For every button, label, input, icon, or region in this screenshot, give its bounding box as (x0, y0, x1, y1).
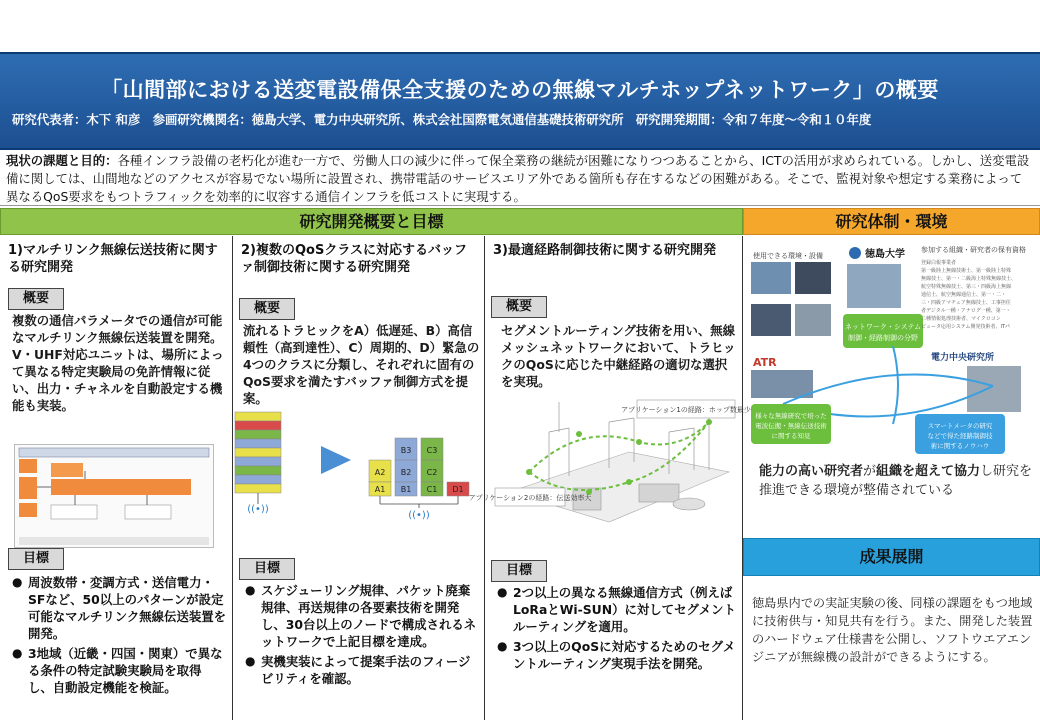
issues-text: 各種インフラ設備の老朽化が進む一方で、労働人口の減少に伴って保全業務の継続が困難になりつつあることから、ICTの活用が求められている。しかし、送変電設備に関しては、山間地などのアクセスが容易でない場所に設置され、携帯電話のサービスエリア外である箇所も存在するなどの困難がある。そこで、監視対象や想定する業務によって異なるQoS要求をもつトラフィックを効率的に収容する通信インフラを低コストに実現する。 (6, 153, 1030, 204)
tokushima-name: 徳島大学 (865, 249, 905, 260)
page-subtitle: 研究代表者：木下 和彦 参画研究機関名：徳島大学、電力中央研究所、株式会社国際電気通信基礎技術研究所 研究開発期間：令和７年度〜令和１０年度 (12, 112, 872, 127)
col3-goal-list (495, 584, 739, 675)
svg-text:C3: C3 (426, 446, 438, 455)
issues-label: 現状の課題と目的： (6, 153, 118, 168)
goal-tag: 目標 (239, 558, 295, 580)
arrow-icon (321, 446, 351, 474)
substation-illustration (468, 392, 751, 562)
svg-text:無線技士、第一・二級海上特殊無線技士、: 無線技士、第一・二級海上特殊無線技士、 (921, 276, 1017, 282)
svg-text:スマートメータの研究: スマートメータの研究 (927, 422, 993, 430)
svg-text:D1: D1 (452, 485, 464, 494)
column-route-control (468, 236, 751, 720)
buffer-diagram (233, 408, 485, 526)
results-text: 徳島県内での実証実験の後、同様の課題をもつ地域に技術供与・知見共有を行う。また、開発した装置のハードウェア仕様書を公開し、ソフトウエアエンジニアが無線機の設計ができるようにする。 (752, 596, 1033, 664)
svg-text:C2: C2 (426, 468, 438, 477)
atr-logo: ATR (753, 356, 777, 369)
goal-item: ● 3つ以上のQoSに対応するためのセグメントルーティング実現手法を開発。 (497, 639, 736, 671)
svg-text:三・四級アマチュア無線技士、工事担任: 三・四級アマチュア無線技士、工事担任 (921, 300, 1011, 306)
col1-title: 1)マルチリンク無線伝送技術に関する研究開発 (8, 243, 218, 275)
svg-text:電波伝搬・無線伝送技術: 電波伝搬・無線伝送技術 (755, 422, 827, 430)
svg-text:に関する知見: に関する知見 (771, 432, 811, 440)
rd-section-header: 研究開発概要と目標 (0, 208, 743, 235)
input-buffer-stack (235, 412, 281, 515)
criepi-name: 電力中央研究所 (931, 353, 995, 363)
svg-text:航空特殊無線技士、第三・四級海上無線: 航空特殊無線技士、第三・四級海上無線 (921, 284, 1012, 290)
svg-text:通信士、航空無線通信士、第一・二・: 通信士、航空無線通信士、第一・二・ (921, 292, 1007, 298)
svg-text:などで得た経路制御技: などで得た経路制御技 (927, 432, 993, 440)
org-caption: 能力の高い研究者が組織を超えて協力し研究を推進できる環境が整備されている (759, 464, 1033, 498)
callout-app2: アプリケーション2の経路：伝送効率大 (468, 494, 592, 502)
col2-overview: 流れるトラヒックをA）低遅延、B）高信頼性（高到達性）、C）周期的、D）緊急の4つのクラスに分類し、それぞれに固有のQoS要求を満たすバッファ制御方式を提案。 (243, 323, 480, 406)
svg-text:ピュータ応用システム開発技術者、ITパ: ピュータ応用システム開発技術者、ITパ (921, 324, 1011, 330)
callout-app1: アプリケーション1の経路：ホップ数最少 (621, 406, 751, 414)
goal-tag: 目標 (8, 548, 64, 570)
goal-item: ● 周波数帯・変調方式・送信電力・SFなど、50以上のパターンが設定可能なマルチリンク無線伝送装置を開発。 (12, 575, 227, 641)
svg-text:B2: B2 (400, 468, 412, 477)
goal-tag: 目標 (491, 560, 547, 582)
goal-item: ● 実機実装によって提案手法のフィージビリティを確認。 (245, 654, 471, 686)
svg-text:二種情報処理技術者、マイクロコン: 二種情報処理技術者、マイクロコン (921, 316, 1001, 322)
col2-title: 2)複数のQoSクラスに対応するバッファ制御技術に関する研究開発 (241, 243, 467, 275)
svg-text:ネットワーク・システム: ネットワーク・システム (844, 323, 922, 331)
col1-goal-list (10, 574, 226, 699)
multilink-device-diagram (14, 444, 214, 548)
svg-text:者デジタル一種・アナログ一種、第一・: 者デジタル一種・アナログ一種、第一・ (921, 308, 1011, 314)
svg-text:B1: B1 (400, 485, 412, 494)
svg-text:第一級陸上無線技術士、第一級陸上特殊: 第一級陸上無線技術士、第一級陸上特殊 (921, 268, 1012, 274)
svg-text:A1: A1 (374, 485, 386, 494)
svg-text:登録白報事業者: 登録白報事業者 (921, 260, 957, 266)
col1-overview: 複数の通信パラメータでの通信が可能なマルチリンク無線伝送装置を開発。V・UHF対応ユニットは、場所によって異なる特定実験局の免許情報に従い、出力・チャネルを自動設定する機能も実装。 (12, 313, 224, 413)
column-buffer-control (233, 236, 485, 720)
svg-text:術に関するノウハウ: 術に関するノウハウ (930, 442, 990, 450)
goal-item: ● 2つ以上の異なる無線通信方式（例えばLoRaとWi-SUN）に対してセグメントルーティングを適用。 (497, 585, 736, 634)
sorted-buffers (369, 438, 469, 521)
org-section-header: 研究体制・環境 (743, 208, 1040, 235)
goal-item: ● 3地域（近畿・四国・関東）で異なる条件の特定試験実験局を取得し、自動設定機能を検証。 (12, 646, 223, 695)
equipment-heading: 使用できる環境・設備 (753, 252, 823, 260)
title-banner (0, 52, 1040, 150)
col3-title: 3)最適経路制御技術に関する研究開発 (493, 243, 716, 258)
results-section-header: 成果展開 (743, 538, 1040, 576)
svg-text:B3: B3 (400, 446, 412, 455)
column-multilink (0, 236, 233, 720)
org-environment (743, 236, 1040, 536)
tokushima-logo-icon (849, 247, 861, 259)
svg-text:制御・経路制御の分野: 制御・経路制御の分野 (848, 334, 918, 342)
svg-text:様々な無線研究で培った: 様々な無線研究で培った (755, 412, 827, 420)
svg-text:C1: C1 (426, 485, 438, 494)
antenna-icon: ((•)) (247, 504, 269, 515)
overview-tag: 概要 (239, 298, 295, 320)
col3-overview: セグメントルーティング技術を用い、無線メッシュネットワークにおいて、トラヒックのQoSに応じた中継経路の適切な選択を実現。 (501, 323, 736, 389)
col2-goal-list (243, 582, 479, 690)
svg-text:A2: A2 (374, 468, 386, 477)
issues-section (0, 150, 1040, 206)
goal-item: ● スケジューリング規律、パケット廃棄規律、再送規律の各要素技術を開発し、30台以上のノードで構成されるネットワークで上記目標を達成。 (245, 583, 477, 649)
page-title: 「山間部における送変電設備保全支援のための無線マルチホップネットワーク」の概要 (101, 78, 939, 102)
overview-tag: 概要 (8, 288, 64, 310)
antenna-icon: ((•)) (408, 510, 430, 521)
overview-tag: 概要 (491, 296, 547, 318)
members-heading: 参加する組織・研究者の保有資格 (921, 246, 1026, 254)
